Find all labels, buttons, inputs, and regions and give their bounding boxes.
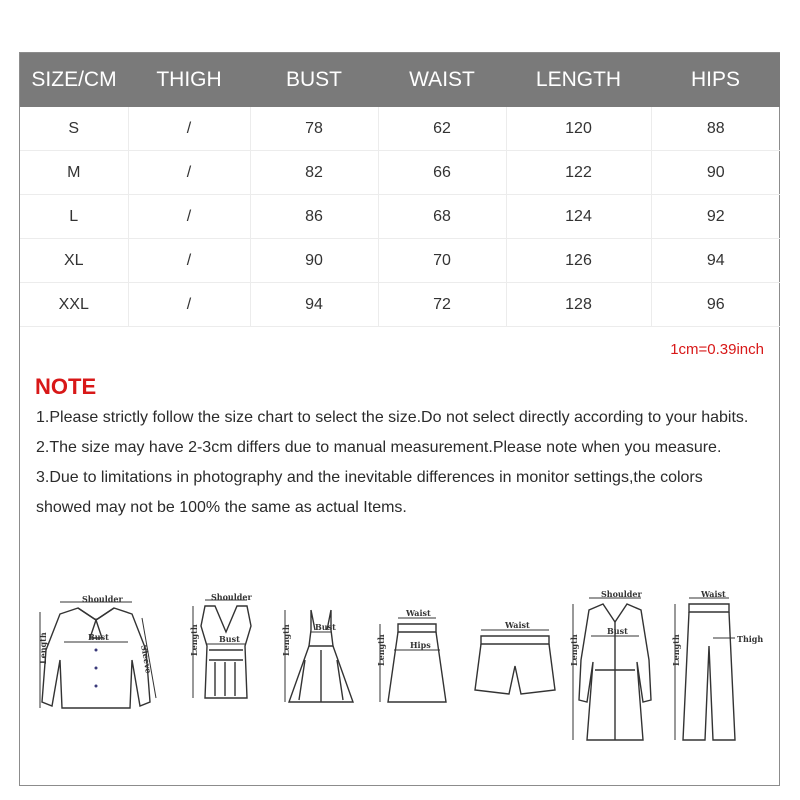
table-row [20,151,780,195]
cell-hips: 94 [651,239,780,283]
note-item: 2.The size may have 2-3cm differs due to manual measurement.Please note when you measure. [36,439,722,456]
note-list [36,403,756,523]
cell-waist: 68 [378,195,506,239]
cell-bust: 82 [250,151,378,195]
table-header-row [20,53,780,107]
tank-bust-label: Bust [219,634,240,644]
cell-hips: 88 [651,107,780,151]
cell-thigh: / [128,283,250,327]
note-item: 1.Please strictly follow the size chart to select the size.Do not select directly according to your habits. [36,409,749,426]
table-row [20,239,780,283]
table-row [20,107,780,151]
tank-length-label: Length [189,624,199,656]
cell-waist: 70 [378,239,506,283]
cell-thigh: / [128,107,250,151]
note-item: 3.Due to limitations in photography and the inevitable differences in monitor settings,the colors showed may not be 100% the same as actual Items. [36,469,703,516]
tank-shoulder-label: Shoulder [211,592,252,602]
header-size: SIZE/CM [20,53,128,107]
cell-size: XL [20,239,128,283]
dress-length-label: Length [281,624,291,656]
cell-hips: 90 [651,151,780,195]
measurement-figures [30,590,770,770]
coat-bust-label: Bust [607,626,628,636]
cell-length: 124 [506,195,651,239]
pants-illustration [665,590,770,770]
table-row [20,195,780,239]
header-length: LENGTH [506,53,651,107]
pants-thigh-label: Thigh [737,634,764,644]
skirt-illustration [370,590,465,770]
cell-bust: 86 [250,195,378,239]
tank-illustration [175,590,270,770]
cell-bust: 94 [250,283,378,327]
unit-conversion: 1cm=0.39inch [670,341,764,358]
header-hips: HIPS [651,53,780,107]
cell-size: S [20,107,128,151]
cell-bust: 78 [250,107,378,151]
cell-length: 128 [506,283,651,327]
shirt-illustration [30,590,170,770]
header-thigh: THIGH [128,53,250,107]
skirt-waist-label: Waist [406,608,431,618]
shirt-shoulder-label: Shoulder [82,594,123,604]
cell-length: 122 [506,151,651,195]
cell-size: M [20,151,128,195]
shirt-length-label: Length [38,632,48,664]
table-row [20,283,780,327]
skirt-length-label: Length [376,634,386,666]
skirt-hips-label: Hips [410,640,431,650]
cell-hips: 92 [651,195,780,239]
cell-length: 120 [506,107,651,151]
shirt-sleeve-label: Sleeve [139,644,154,675]
pants-waist-label: Waist [701,589,726,599]
header-bust: BUST [250,53,378,107]
cell-size: L [20,195,128,239]
cell-thigh: / [128,151,250,195]
coat-length-label: Length [569,634,579,666]
cell-size: XXL [20,283,128,327]
cell-waist: 66 [378,151,506,195]
pants-length-label: Length [671,634,681,666]
header-waist: WAIST [378,53,506,107]
shorts-waist-label: Waist [505,620,530,630]
cell-waist: 72 [378,283,506,327]
coat-shoulder-label: Shoulder [601,589,642,599]
cell-length: 126 [506,239,651,283]
cell-bust: 90 [250,239,378,283]
cell-thigh: / [128,195,250,239]
note-title: NOTE [35,374,97,399]
coat-illustration [565,590,665,770]
shorts-illustration [465,590,565,770]
cell-hips: 96 [651,283,780,327]
cell-waist: 62 [378,107,506,151]
shirt-bust-label: Bust [88,632,109,642]
size-chart-table [20,53,780,327]
dress-bust-label: Bust [315,622,336,632]
cell-thigh: / [128,239,250,283]
dress-illustration [275,590,370,770]
